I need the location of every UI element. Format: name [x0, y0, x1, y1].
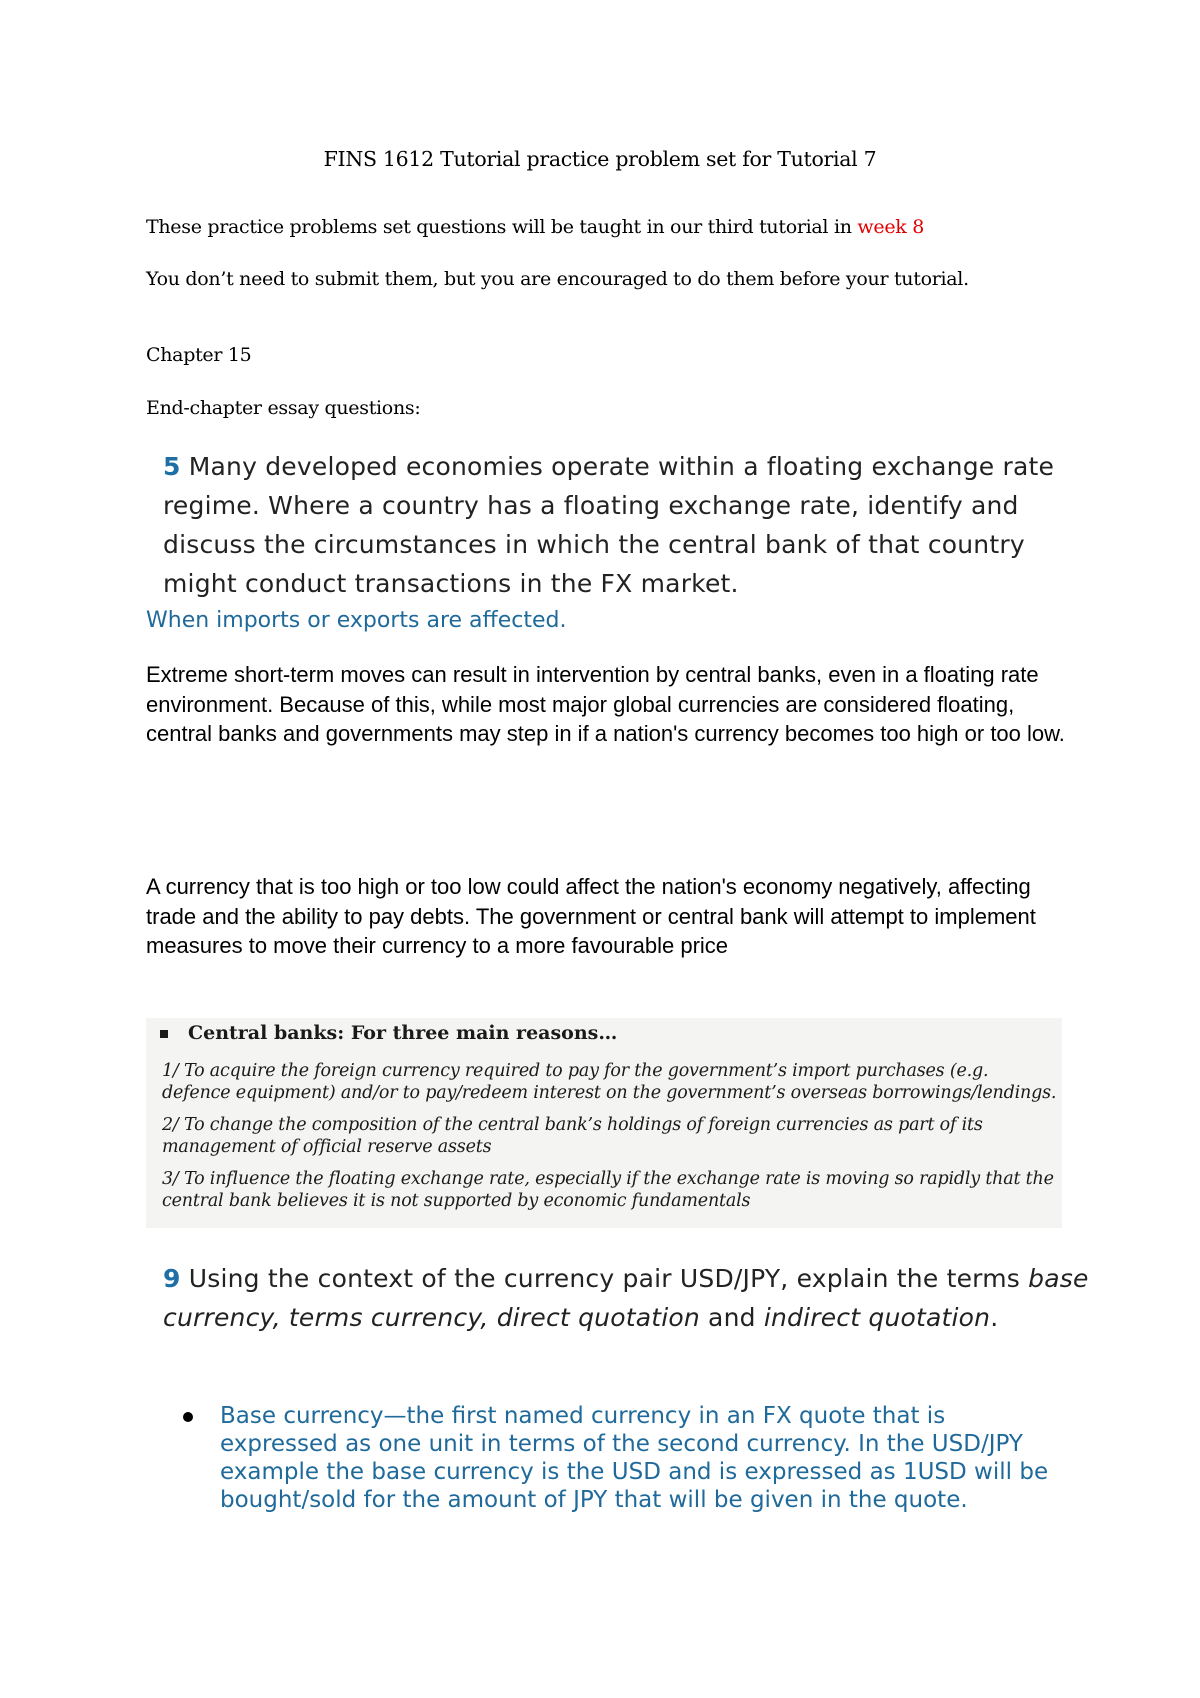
- intro-line-2: You don’t need to submit them, but you are encouraged to do them before your tutorial.: [146, 268, 969, 290]
- intro-line-1-text: These practice problems set questions will be taught in our third tutorial in: [146, 216, 858, 238]
- question-5-paragraph-2: A currency that is too high or too low could affect the nation's economy negatively, affecting trade and the ability to pay debts. The government or central bank will attempt to implement measures to move their currency to a more favourable price: [146, 874, 1036, 958]
- chapter-subheading: End-chapter essay questions:: [146, 397, 421, 419]
- week-highlight: week 8: [857, 216, 924, 238]
- list-item: Base currency—the first named currency in an FX quote that is expressed as one unit in terms of the second currency. In the USD/JPY example the base currency is the USD and is expressed as 1USD will be bought/sold for the amount of JPY that will be given in the quote.: [220, 1403, 1049, 1513]
- question-9-number: 9: [163, 1264, 181, 1293]
- question-9-and: and: [699, 1303, 764, 1332]
- excerpt-heading: [160, 1022, 617, 1044]
- question-5-text: Many developed economies operate within a floating exchange rate regime. Where a country has a floating exchange rate, identify and discuss the circumstances in which the central bank of that country might conduct transactions in the FX market.: [163, 452, 1055, 598]
- question-9-term-1: base currency, terms currency, direct quotation: [163, 1264, 1089, 1332]
- question-5: [163, 447, 1093, 603]
- excerpt-heading-text: Central banks: For three main reasons…: [188, 1022, 618, 1044]
- chapter-label: Chapter 15: [146, 344, 252, 366]
- question-9-text: Using the context of the currency pair USD/JPY, explain the terms: [180, 1264, 1029, 1293]
- question-9-end: .: [990, 1303, 999, 1332]
- question-5-paragraph-1: Extreme short-term moves can result in intervention by central banks, even in a floating rate environment. Because of this, while most major global currencies are considered floating, central banks and governments may step in if a nation's currency becomes too high or too low.: [146, 662, 1065, 746]
- question-5-short-answer: When imports or exports are affected.: [146, 608, 567, 633]
- excerpt-item-1: 1/ To acquire the foreign currency required to pay for the government’s import purchases (e.g. defence equipment) and/or to pay/redeem interest on the government’s overseas borrowings/lendings.: [162, 1061, 1057, 1103]
- question-9: [163, 1259, 1093, 1337]
- textbook-excerpt: [146, 1018, 1062, 1228]
- page-title: FINS 1612 Tutorial practice problem set for Tutorial 7: [323, 147, 877, 171]
- square-bullet-icon: [160, 1030, 168, 1038]
- bullet-dot-icon: [183, 1412, 193, 1422]
- intro-line-1: [146, 216, 924, 238]
- excerpt-item-3: 3/ To influence the floating exchange rate, especially if the exchange rate is moving so rapidly that the central bank believes it is not supported by economic fundamentals: [162, 1169, 1054, 1211]
- question-5-number: 5: [163, 452, 181, 481]
- excerpt-item-2: 2/ To change the composition of the central bank’s holdings of foreign currencies as part of its management of official reserve assets: [162, 1115, 983, 1157]
- question-9-term-2: indirect quotation: [763, 1303, 991, 1332]
